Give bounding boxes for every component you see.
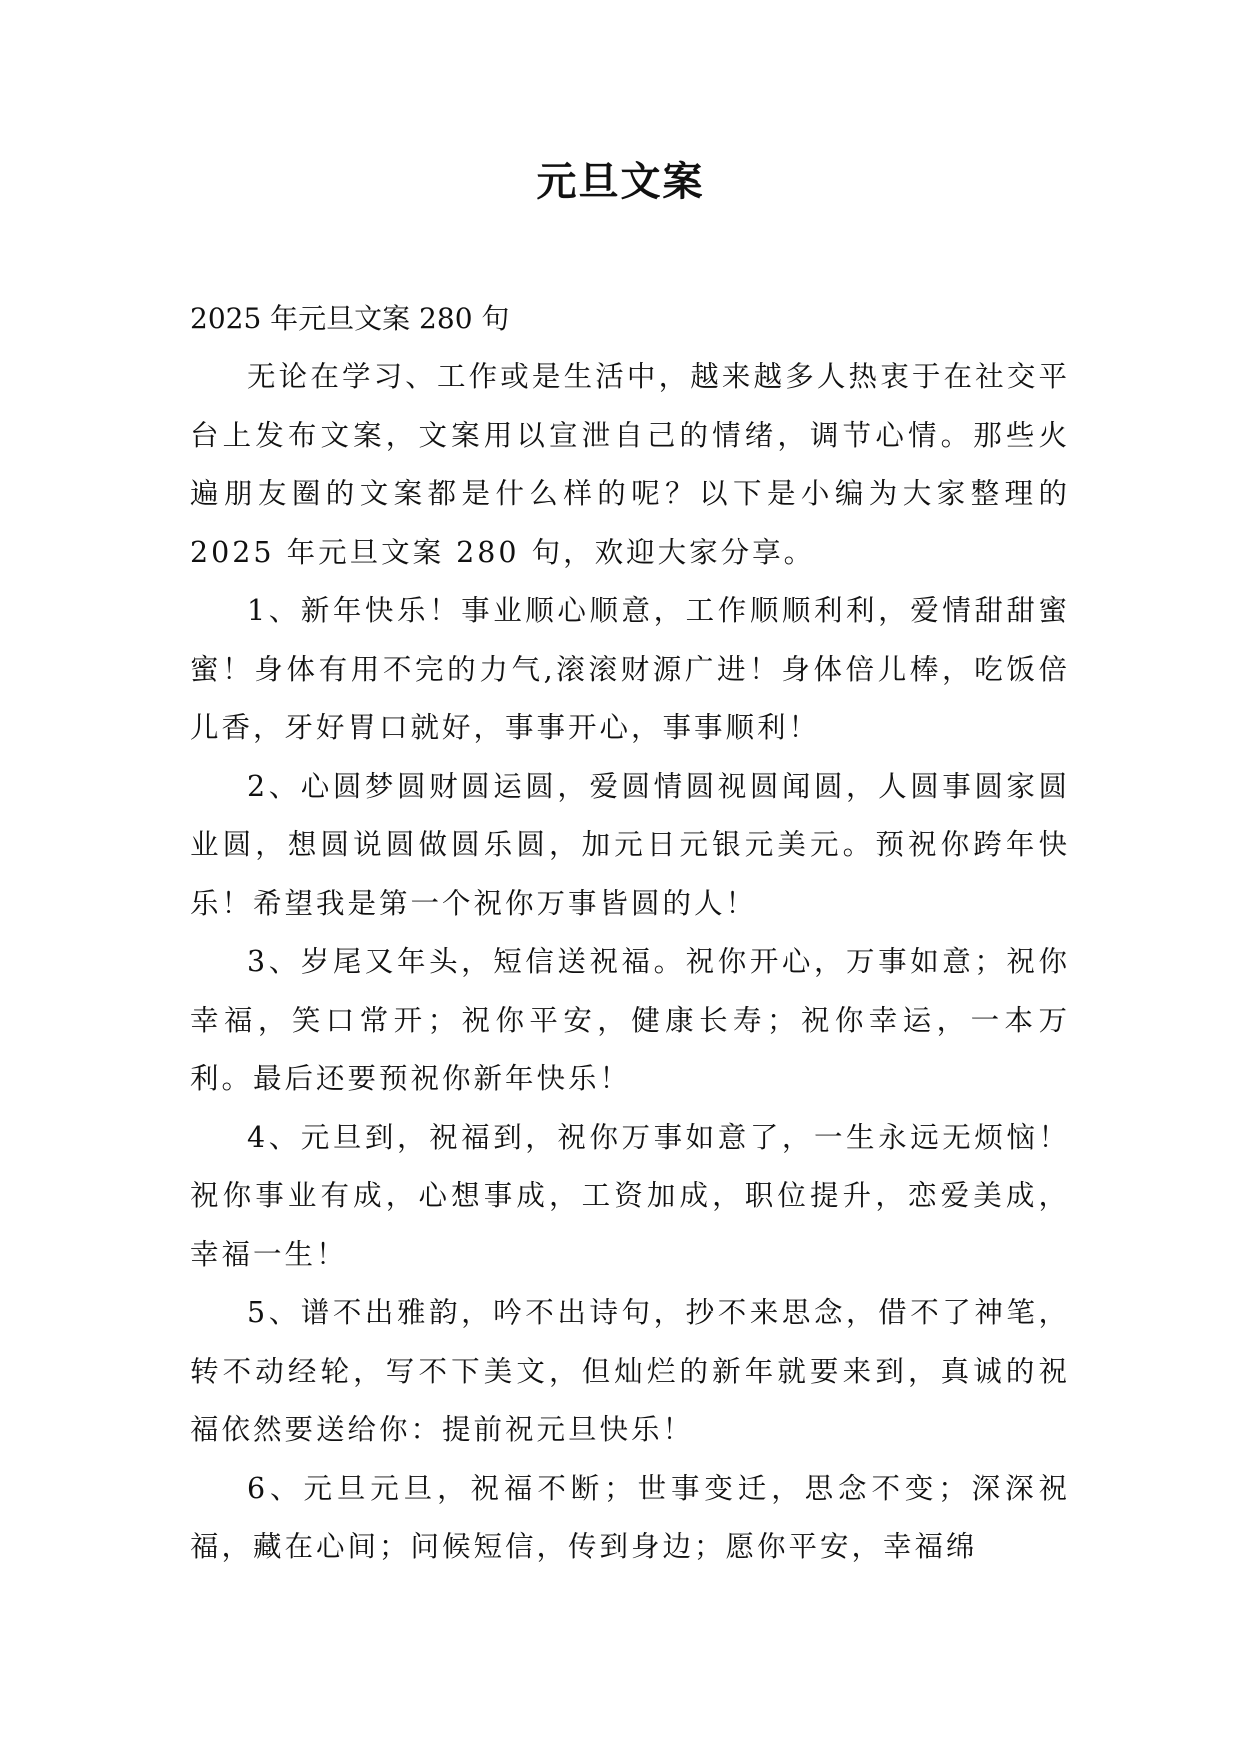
document-title: 元旦文案	[536, 159, 705, 205]
document-subtitle: 2025 年元旦文案 280 句	[190, 302, 510, 335]
list-item-3: 3、岁尾又年头，短信送祝福。祝你开心，万事如意；祝你幸福，笑口常开；祝你平安，健康长寿；祝你幸运，一本万利。最后还要预祝你新年快乐！	[190, 945, 1070, 1095]
list-item-1: 1、新年快乐！事业顺心顺意，工作顺顺利利，爱情甜甜蜜蜜！身体有用不完的力气,滚滚财源广进！身体倍儿棒，吃饭倍儿香，牙好胃口就好，事事开心，事事顺利！	[190, 594, 1070, 744]
list-item-2: 2、心圆梦圆财圆运圆，爱圆情圆视圆闻圆，人圆事圆家圆业圆，想圆说圆做圆乐圆，加元日元银元美元。预祝你跨年快乐！希望我是第一个祝你万事皆圆的人！	[190, 769, 1070, 920]
document-body	[190, 290, 1070, 1577]
list-item-4: 4、元旦到，祝福到，祝你万事如意了，一生永远无烦恼！祝你事业有成，心想事成，工资加成，职位提升，恋爱美成，幸福一生！	[190, 1120, 1070, 1271]
list-item-6: 6、元旦元旦，祝福不断；世事变迁，思念不变；深深祝福，藏在心间；问候短信，传到身边；愿你平安，幸福绵	[190, 1471, 1070, 1563]
list-item-5: 5、谱不出雅韵，吟不出诗句，抄不来思念，借不了神笔，转不动经轮，写不下美文，但灿烂的新年就要来到，真诚的祝福依然要送给你：提前祝元旦快乐！	[190, 1296, 1070, 1446]
intro-paragraph: 无论在学习、工作或是生活中，越来越多人热衷于在社交平台上发布文案，文案用以宣泄自己的情绪，调节心情。那些火遍朋友圈的文案都是什么样的呢？以下是小编为大家整理的 2025 年元旦文案 280 句，欢迎大家分享。	[190, 360, 1070, 569]
